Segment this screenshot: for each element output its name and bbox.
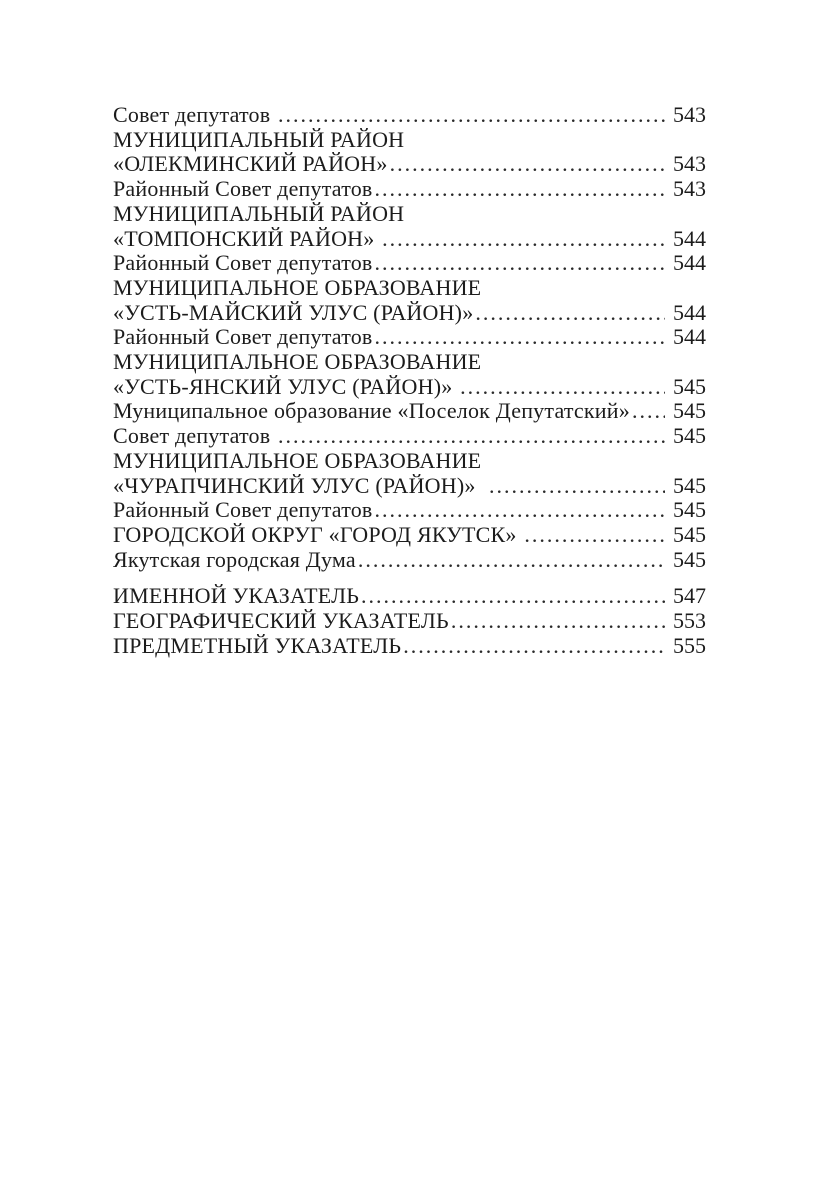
- toc-entry-title: Районный Совет депутатов: [113, 497, 373, 523]
- toc-row: [113, 128, 706, 153]
- toc-entry-title: «ТОМПОНСКИЙ РАЙОН»: [113, 225, 381, 251]
- toc-page-number: 544: [673, 250, 706, 276]
- dot-leader: [361, 584, 665, 609]
- toc-entry-title: Совет депутатов: [113, 423, 277, 449]
- toc-row: [113, 634, 706, 659]
- toc-entry-title: ГЕОГРАФИЧЕСКИЙ УКАЗАТЕЛЬ: [113, 608, 449, 634]
- dot-leader: [451, 609, 665, 634]
- dot-leader: [390, 152, 665, 177]
- toc-row: [113, 251, 706, 276]
- toc-row: [113, 449, 706, 474]
- toc-row: [113, 548, 706, 573]
- dot-leader: [375, 177, 665, 202]
- toc-page-number: 545: [673, 497, 706, 523]
- toc-row: [113, 227, 706, 252]
- toc-page-number: 544: [673, 324, 706, 350]
- toc-entry-title: «ЧУРАПЧИНСКИЙ УЛУС (РАЙОН)»: [113, 472, 487, 498]
- toc-page-number: 553: [673, 608, 706, 634]
- toc-row: [113, 609, 706, 634]
- dot-leader: [278, 103, 665, 128]
- toc-row: [113, 498, 706, 523]
- toc-page-number: 555: [673, 632, 706, 658]
- toc-entry-title: МУНИЦИПАЛЬНОЕ ОБРАЗОВАНИЕ: [113, 447, 482, 473]
- toc-entry-title: МУНИЦИПАЛЬНОЕ ОБРАЗОВАНИЕ: [113, 349, 482, 375]
- toc-page-number: 545: [673, 546, 706, 572]
- toc-entry-title: Совет депутатов: [113, 102, 277, 127]
- toc-page-number: 543: [673, 176, 706, 202]
- dot-leader: [475, 301, 665, 326]
- toc-row: [113, 152, 706, 177]
- toc-row: [113, 350, 706, 375]
- toc-entry-title: «УСТЬ-МАЙСКИЙ УЛУС (РАЙОН)»: [113, 299, 474, 325]
- dot-leader: [375, 498, 665, 523]
- toc-row: [113, 276, 706, 301]
- toc-entry-title: Якутская городская Дума: [113, 546, 356, 572]
- dot-leader: [524, 523, 665, 548]
- toc-row: [113, 523, 706, 548]
- toc-row: [113, 474, 706, 499]
- toc-entry-title: ИМЕННОЙ УКАЗАТЕЛЬ: [113, 583, 360, 609]
- toc-entry-title: МУНИЦИПАЛЬНЫЙ РАЙОН: [113, 126, 405, 152]
- toc-page-number: 545: [673, 373, 706, 399]
- toc-page-number: 545: [673, 398, 706, 424]
- toc-row: [113, 301, 706, 326]
- toc-page-number: 545: [673, 521, 706, 547]
- dot-leader: [278, 424, 665, 449]
- toc-entry-title: МУНИЦИПАЛЬНОЕ ОБРАЗОВАНИЕ: [113, 274, 482, 300]
- toc-row: [113, 177, 706, 202]
- toc-entry-title: Районный Совет депутатов: [113, 250, 373, 276]
- toc-row: [113, 584, 706, 609]
- toc-row: [113, 325, 706, 350]
- toc-entry-title: Районный Совет депутатов: [113, 176, 373, 202]
- toc-row: [113, 375, 706, 400]
- toc-entry-title: «ОЛЕКМИНСКИЙ РАЙОН»: [113, 151, 388, 177]
- toc-entry-title: Муниципальное образование «Поселок Депутатский»: [113, 398, 630, 424]
- toc-page-number: 543: [673, 102, 706, 127]
- dot-leader: [460, 375, 665, 400]
- toc-page-number: 544: [673, 299, 706, 325]
- toc-entry-title: «УСТЬ-ЯНСКИЙ УЛУС (РАЙОН)»: [113, 373, 459, 399]
- toc-entry-title: ПРЕДМЕТНЫЙ УКАЗАТЕЛЬ: [113, 632, 402, 658]
- toc-entry-title: Районный Совет депутатов: [113, 324, 373, 350]
- dot-leader: [632, 399, 665, 424]
- toc-row: [113, 424, 706, 449]
- toc-row: [113, 103, 706, 128]
- toc-list: [113, 103, 706, 658]
- toc-page-number: 543: [673, 151, 706, 177]
- dot-leader: [375, 251, 665, 276]
- dot-leader: [382, 227, 665, 252]
- toc-entry-title: ГОРОДСКОЙ ОКРУГ «ГОРОД ЯКУТСК»: [113, 521, 523, 547]
- dot-leader: [403, 634, 665, 659]
- toc-page-number: 545: [673, 423, 706, 449]
- toc-page-number: 547: [673, 583, 706, 609]
- toc-page-number: 545: [673, 472, 706, 498]
- toc-row: [113, 202, 706, 227]
- dot-leader: [489, 474, 665, 499]
- toc-page-number: 544: [673, 225, 706, 251]
- toc-row: [113, 399, 706, 424]
- toc-entry-title: МУНИЦИПАЛЬНЫЙ РАЙОН: [113, 200, 405, 226]
- dot-leader: [375, 325, 665, 350]
- dot-leader: [358, 548, 665, 573]
